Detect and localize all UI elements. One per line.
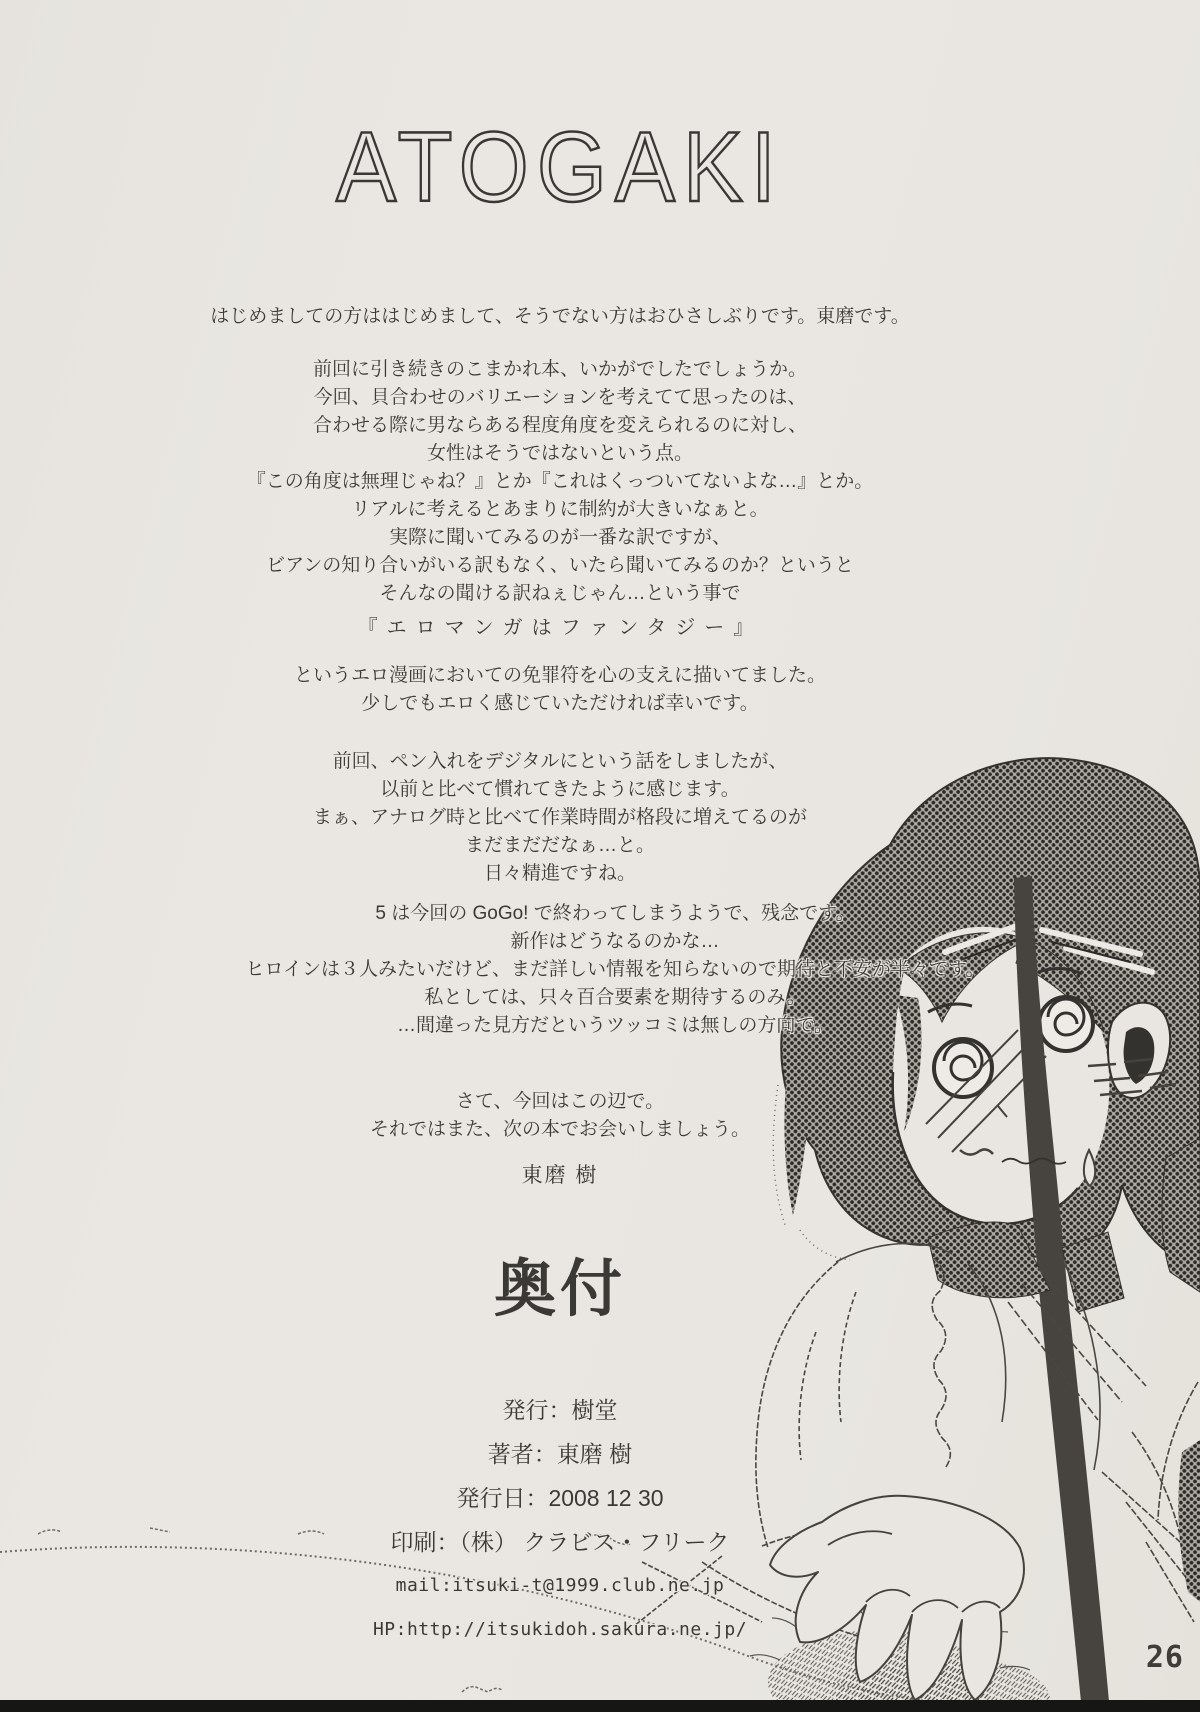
afterword-line: というエロ漫画においての免罪符を心の支えに描いてました。: [293, 665, 826, 686]
page-title: ATOGAKI: [336, 113, 784, 224]
afterword-line: 前回に引き続きのこまかれ本、いかがでしたでしょうか。: [312, 359, 807, 380]
afterword-line: 新作はどうなるのかな…: [510, 931, 720, 952]
afterword-line: 少しでもエロく感じていただければ幸いです。: [361, 693, 759, 714]
afterword-line: …間違った見方だというツッコミは無しの方向で。: [396, 1015, 834, 1036]
colophon: [10, 1388, 1110, 1652]
colophon-heading-text: 奥付: [493, 1255, 626, 1324]
page-number: 26: [1145, 1640, 1184, 1675]
afterword-line: ヒロインは３人みたいだけど、まだ詳しい情報を知らないので期待と不安が半々です。: [245, 959, 985, 980]
afterword-line: 実際に聞いてみるのが一番な訳ですが、: [388, 527, 731, 548]
afterword-line: 『この角度は無理じゃね？』とか『これはくっついてないよな…』とか。: [246, 471, 874, 492]
afterword-greeting: [10, 303, 1110, 331]
afterword-line: ビアンの知り合いがいる訳もなく、いたら聞いてみるのか？というと: [266, 555, 854, 576]
afterword-line: 前回、ペン入れをデジタルにという話をしましたが、: [332, 751, 788, 772]
colophon-mail: mail:itsuki-t@1999.club.ne.jp: [395, 1575, 725, 1596]
afterword-line: それではまた、次の本でお会いしましょう。: [369, 1119, 750, 1140]
afterword-paragraph-4: [70, 900, 1160, 1040]
afterword-line: 以前と比べて慣れてきたように感じます。: [380, 779, 740, 800]
afterword-line: リアルに考えるとあまりに制約が大きいなぁと。: [351, 499, 769, 520]
afterword-line: 日々精進ですね。: [483, 863, 636, 884]
afterword-line: 私としては、只々百合要素を期待するのみ。: [424, 987, 806, 1008]
colophon-homepage: HP:http://itsukidoh.sakura.ne.jp/: [372, 1619, 748, 1640]
afterword-line: 今回、貝合わせのバリエーションを考えてて思ったのは、: [313, 387, 807, 408]
catchphrase-line: 『エロマンガはファンタジー』: [357, 617, 763, 639]
afterword-line: 女性はそうではないという点。: [426, 443, 693, 464]
afterword-line: 5 は今回の GoGo! で終わってしまうようで、残念です。: [375, 903, 855, 924]
afterword-line: さて、今回はこの辺で。: [455, 1091, 665, 1112]
afterword-paragraph-3: [10, 748, 1110, 888]
afterword-line: まだまだだなぁ…と。: [464, 835, 655, 856]
scan-edge-bar: [0, 1700, 1200, 1712]
afterword-closing: [10, 1088, 1110, 1144]
colophon-date: 発行日：2008 12 30: [456, 1485, 664, 1511]
catchphrase: [10, 614, 1110, 642]
afterword-paragraph-2: [10, 662, 1110, 718]
afterword-line: まぁ、アナログ時と比べて作業時間が格段に増えてるのが: [312, 807, 807, 828]
afterword-line: はじめましての方ははじめまして、そうでない方はおひさしぶりです。東磨です。: [210, 306, 910, 327]
colophon-printer: 印刷：（株） クラビス・フリーク: [390, 1529, 730, 1555]
signature-line: 東磨 樹: [521, 1164, 599, 1187]
afterword-paragraph-1: [10, 356, 1110, 608]
afterword-line: 合わせる際に男ならある程度角度を変えられるのに対し、: [312, 415, 807, 436]
colophon-heading: [10, 1255, 1110, 1324]
colophon-publisher: 発行：樹堂: [502, 1397, 618, 1423]
author-signature: [10, 1162, 1110, 1190]
afterword-line: そんなの聞ける訳ねぇじゃん…という事で: [379, 583, 741, 604]
colophon-author: 著者：東磨 樹: [487, 1441, 633, 1467]
right-edge-fold: [1178, 1440, 1200, 1602]
